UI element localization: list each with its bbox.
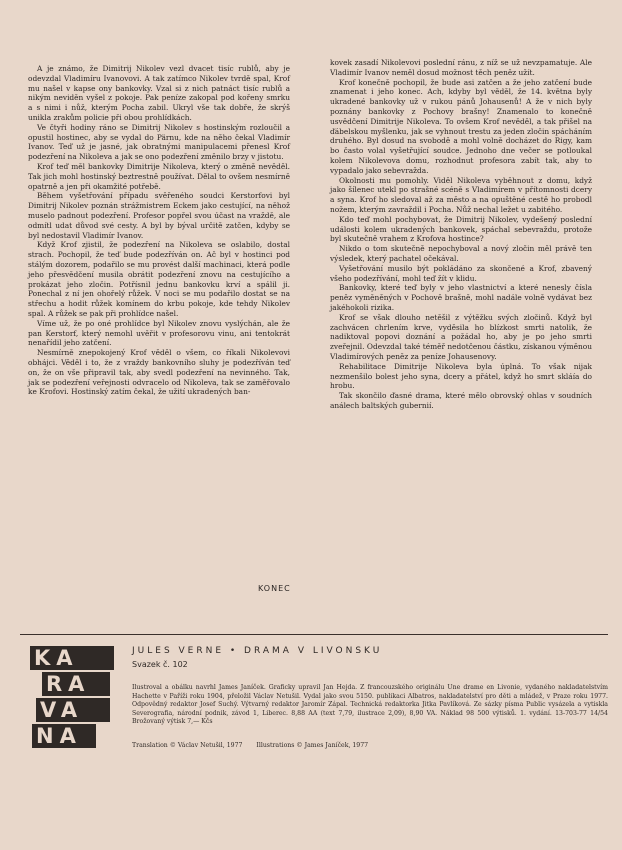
paragraph: Nikdo o tom skutečně nepochyboval a nový zločin měl právě ten výsledek, který pachatel očekával.	[330, 244, 592, 263]
series-title: JULES VERNE • DRAMA V LIVONSKU	[132, 646, 383, 656]
text-column-right	[330, 58, 592, 411]
end-label: KONEC	[258, 584, 291, 593]
logo-row: RA	[42, 672, 110, 696]
paragraph: Víme už, že po oné prohlídce byl Nikolev znovu vyslýchán, ale že pan Kerstorf, který nemohl uvěřit v profesorovu vinu, ani tentokrát nenařídil jeho zatčení.	[28, 318, 290, 348]
paragraph: Krof se však dlouho netěšil z výtěžku svých zločinů. Když byl zachvácen chrlením krve, vyděsila ho blízkost smrti natolik, že nadiktoval popovi doznání a požádal ho, aby je po jeho smrti zveřejnil. Odevzdal také téměř nedotčenou částku, získanou výměnou Vladimírových peněz za peníze Johausenovy.	[330, 312, 592, 361]
paragraph: A je známo, že Dimitrij Nikolev vezl dvacet tisíc rublů, aby je odevzdal Vladimíru Ivanovovi. A tak zatímco Nikolev tvrdě spal, Krof mu našel v kapse ony bankovky. Vzal si z nich patnáct tisíc rublů a nikým neviděn vyšel z pokoje. Pak peníze zakopal pod kořeny smrku a s nimi i nůž, kterým Pocha zabil. Ukryl vše tak dobře, že skrýš unikla zrakům policie při obou prohlídkách.	[28, 64, 290, 122]
colophon-divider	[20, 634, 608, 635]
paragraph: Krof konečně pochopil, že bude asi zatčen a že jeho zatčení bude znamenat i jeho konec. Ach, kdyby byl věděl, že 14. května byly ukradené bankovky už v rukou pánů Johausenů! A že v nich byly poznány bankovky z Pochovy brašny! Znamenalo to konečně usvědčení Dimitrije Nikoleva. To ovšem Krof nevěděl, a tak přišel na ďábelskou myšlenku, jak se vyhnout trestu za jeden zločin spácháním druhého. Byl dosud na svobodě a mohl volně docházet do Rigy, kam bo často volal vyšetřující soudce. Jednoho dne večer se potloukal kolem Nikolevova domu, rozhodnut profesora zabít tak, aby to vypadalo jako sebevražda.	[330, 77, 592, 175]
paragraph: Vyšetřování musilo být pokládáno za skončené a Krof, zbavený všeho podezřívání, mohl teď žít v klidu.	[330, 263, 592, 283]
logo-row: VA	[36, 698, 110, 722]
copyright-line	[132, 742, 608, 749]
paragraph: Okolnosti mu pomohly. Viděl Nikoleva vyběhnout z domu, když jako šílenec utekl po strašné scéně s Vladimírem v přítomnosti dcery a syna. Krof ho sledoval až za město a na opuštěné cestě ho probodl nožem, kterým zavraždil i Pocha. Nůž nechal ležet u zabitého.	[330, 175, 592, 214]
volume-number: Svazek č. 102	[132, 660, 188, 669]
paragraph: Ve čtyři hodiny ráno se Dimitrij Nikolev s hostinským rozloučil a opustil hostinec, aby se vydal do Pärnu, kde na něho čekal Vladimír Ivanov. Teď už je jasné, jak obratnými manipulacemi přenesl Krof podezření na Nikoleva a jak se ono podezření změnilo brzy v jistotu.	[28, 122, 290, 162]
imprint-text: Ilustroval a obálku navrhl James Janíček. Graficky upravil Jan Hejda. Z francouzského originálu Une drame en Livonie, vydaného nakladatelstvím Hachette v Paříži roku 1904, přeložil Václav Netušil. Vydal jako svou 5150. publikaci Albatros, nakladatelství pro děti a mládež, v Praze roku 1977. Odpovědný redaktor Josef Suchý. Výtvarný redaktor Jaromír Zápal. Technická redaktorka Jitka Pavlíková. Ze sázky písma Public vysázela a vytiskla Severografia, národní podnik, závod 1, Liberec. 8,88 AA (text 7,79, ilustrace 2,09), 8,90 VA. Náklad 98 500 výtisků. 1. vydání. 13-703-77 14/54 Brožovaný výtisk 7,— Kčs	[132, 684, 608, 726]
text-column-left	[28, 64, 290, 397]
paragraph: Krof teď měl bankovky Dimitrije Nikoleva, který o změně nevěděl. Tak jich mohl hostinský beztrestně používat. Dělal to ovšem nesmírně opatrně a jen při okamžité potřebě.	[28, 161, 290, 191]
paragraph: Rehabilitace Dimitrije Nikoleva byla úplná. To však nijak nezmenšilo bolest jeho syna, dcery a přátel, když ho smrt skláía do hrobu.	[330, 361, 592, 391]
logo-row: NA	[32, 724, 96, 748]
paragraph: Během vyšetřování případu svěřeného soudci Kerstorfovi byl Dimitrij Nikolev poznán strážmistrem Eckem jako cestující, na něhož muselo padnout podezření. Profesor popřel svou účast na vraždě, ale odmítl udat důvod své cesty. A byl by býval určitě zatčen, kdyby se byl nedostavil Vladimír Ivanov.	[28, 191, 290, 240]
paragraph: Bankovky, které teď byly v jeho vlastnictví a které nenesly čísla peněz vyměněných v Pochově brašně, mohl nadále volně vydávat bez jakéhokoli rizika.	[330, 283, 592, 312]
illustrations-copyright: Illustrations © James Janíček, 1977	[256, 742, 369, 749]
paragraph: kovek zasadí Nikolevovi poslední ránu, z níž se už nevzpamatuje. Ale Vladimír Ivanov neměl dosud možnost těch peněz užít.	[330, 58, 592, 77]
karavana-logo	[30, 646, 116, 750]
paragraph: Kdo teď mohl pochybovat, že Dimitrij Nikolev, vydešený poslední události kolem ukradených bankovek, spáchal sebevraždu, protože byl skutečně vrahem z Krofova hostince?	[330, 214, 592, 244]
translation-copyright: Translation © Václav Netušil, 1977	[132, 742, 243, 749]
paragraph: Tak skončilo ďasné drama, které mělo obrovský ohlas v soudních análech baltských gubernií.	[330, 391, 592, 410]
paragraph: Když Krof zjistil, že podezření na Nikoleva se oslabilo, dostal strach. Pochopil, že teď bude podezříván on. Ač byl v hostinci pod stálým dozorem, podařilo se mu provést další machinaci, která podle jeho přesvědčení musila obrátit podezření znovu na cestujícího a prokázat jeho zločin. Potřísnil jednu bankovku krví a spálil ji. Ponechal z ní jen ohořelý růžek. V noci se mu podařilo dostat se na střechu a hodit růžek komínem do krbu pokoje, kde tehdy Nikolev spal. A růžek se pak při prohlídce našel.	[28, 240, 290, 318]
logo-row: KA	[30, 646, 114, 670]
paragraph: Nesmírně znepokojený Krof věděl o všem, co říkali Nikolevovi obhájci. Věděl i to, že z vraždy bankovního sluhy je podezříván teď on, že on vše připravil tak, aby svedl podezření na nevinného. Tak, jak se podezření veřejnosti odvracelo od Nikoleva, tak se zaměřovalo ke Krofovi. Hostinský zatím čekal, že užití ukradených ban-	[28, 348, 290, 397]
